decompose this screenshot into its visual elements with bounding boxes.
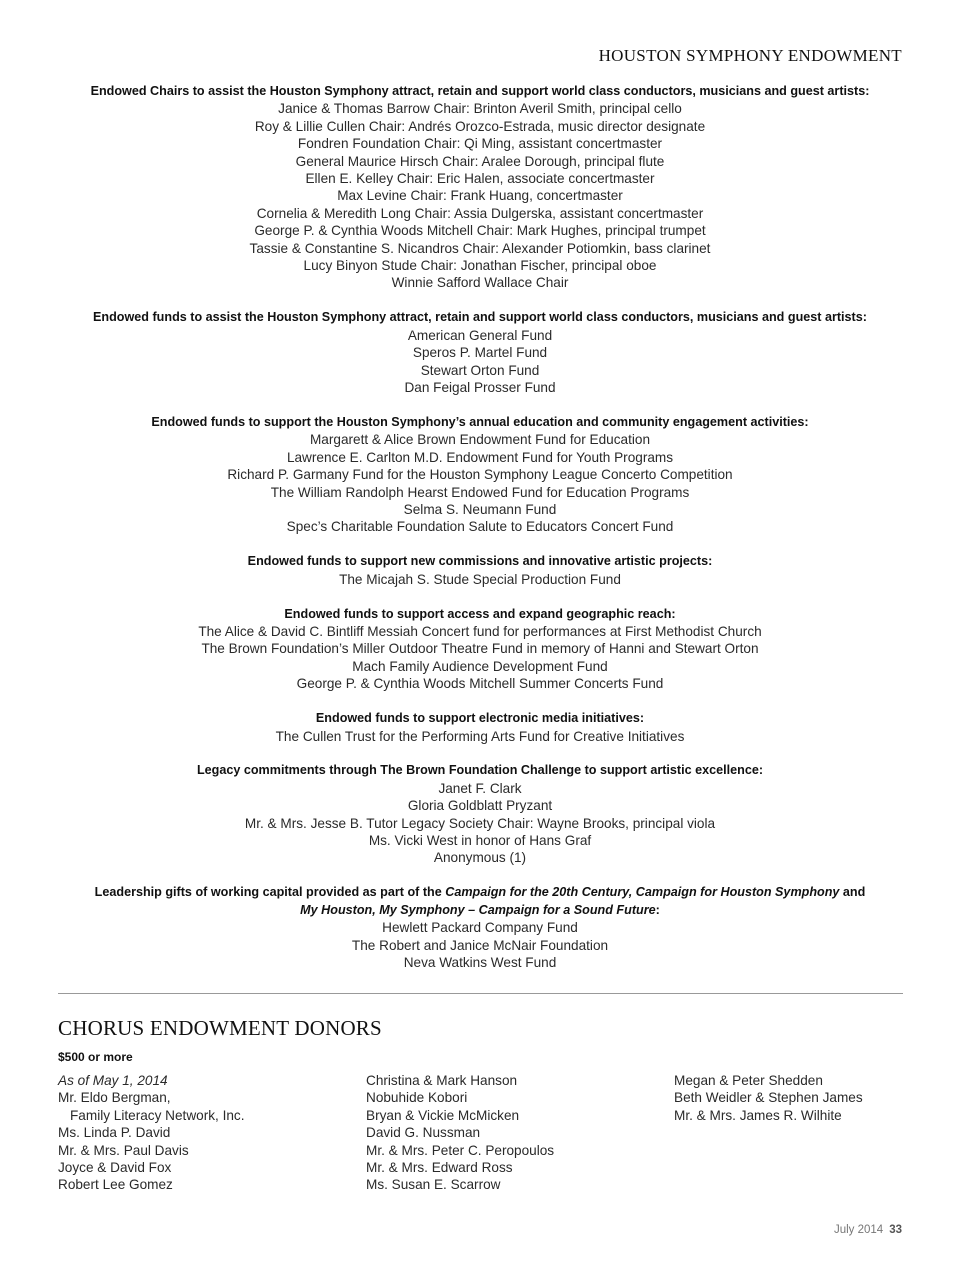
list-item: Mach Family Audience Development Fund bbox=[352, 658, 608, 674]
endowment-list bbox=[0, 83, 960, 989]
list-item: Lawrence E. Carlton M.D. Endowment Fund for Youth Programs bbox=[286, 449, 674, 465]
list-item: Janet F. Clark bbox=[438, 780, 522, 796]
section-heading: Endowed funds to support access and expand geographic reach: bbox=[284, 606, 676, 621]
list-item: Cornelia & Meredith Long Chair: Assia Dulgerska, assistant concertmaster bbox=[256, 205, 704, 221]
campaign-name-sound-future: My Houston, My Symphony – Campaign for a Sound Future bbox=[300, 902, 656, 917]
donor-level: $500 or more bbox=[58, 1050, 133, 1064]
heading-and: and bbox=[839, 885, 866, 900]
list-item: Margarett & Alice Brown Endowment Fund for Education bbox=[309, 432, 651, 448]
donor-name: Ms. Susan E. Scarrow bbox=[366, 1177, 501, 1193]
list-item: The Robert and Janice McNair Foundation bbox=[351, 937, 609, 953]
issue-date: July 2014 bbox=[833, 1224, 884, 1236]
list-item: The Alice & David C. Bintliff Messiah Concert fund for performances at First Methodist Church bbox=[198, 623, 762, 639]
list-item: Ms. Vicki West in honor of Hans Graf bbox=[368, 833, 592, 849]
list-item: Janice & Thomas Barrow Chair: Brinton Averil Smith, principal cello bbox=[278, 101, 682, 117]
donor-name: Mr. & Mrs. James R. Wilhite bbox=[674, 1107, 842, 1123]
as-of-date: As of May 1, 2014 bbox=[58, 1073, 168, 1088]
list-item: Spec’s Charitable Foundation Salute to Educators Concert Fund bbox=[286, 519, 674, 535]
section-media-funds bbox=[0, 710, 960, 745]
donor-name: Family Literacy Network, Inc. bbox=[70, 1107, 245, 1123]
list-item: Gloria Goldblatt Pryzant bbox=[407, 798, 553, 814]
list-item: Stewart Orton Fund bbox=[420, 362, 540, 378]
list-item: The Micajah S. Stude Special Production Fund bbox=[339, 571, 621, 587]
donor-name: Mr. & Mrs. Peter C. Peropoulos bbox=[366, 1142, 555, 1158]
donor-name: Beth Weidler & Stephen James bbox=[674, 1090, 863, 1106]
list-item: Roy & Lillie Cullen Chair: Andrés Orozco-Estrada, music director designate bbox=[254, 118, 706, 134]
heading-intro: Leadership gifts of working capital provided as part of the bbox=[94, 885, 446, 900]
section-divider bbox=[58, 993, 903, 994]
donor-column-2 bbox=[366, 1072, 554, 1194]
list-item: Ellen E. Kelley Chair: Eric Halen, associate concertmaster bbox=[305, 171, 655, 187]
section-commissions-funds bbox=[0, 553, 960, 588]
page-number: 33 bbox=[889, 1224, 902, 1236]
heading-colon: : bbox=[655, 902, 660, 917]
list-item: Speros P. Martel Fund bbox=[412, 345, 548, 361]
donor-name: Nobuhide Kobori bbox=[366, 1090, 468, 1106]
list-item: American General Fund bbox=[407, 327, 553, 343]
section-endowed-funds-artists bbox=[0, 309, 960, 396]
donor-name: Joyce & David Fox bbox=[58, 1160, 172, 1176]
list-item: Richard P. Garmany Fund for the Houston Symphony League Concerto Competition bbox=[227, 467, 733, 483]
list-item: Hewlett Packard Company Fund bbox=[382, 920, 578, 936]
donor-name: Megan & Peter Shedden bbox=[674, 1073, 823, 1088]
section-heading: Legacy commitments through The Brown Foundation Challenge to support artistic excellence: bbox=[196, 763, 764, 778]
campaign-names: Campaign for the 20th Century, Campaign for Houston Symphony bbox=[445, 885, 840, 900]
donor-name: David G. Nussman bbox=[366, 1125, 481, 1141]
section-heading: Endowed funds to assist the Houston Symphony attract, retain and support world class conductors, musicians and guest artists: bbox=[93, 310, 867, 325]
donor-name: Ms. Linda P. David bbox=[58, 1125, 171, 1141]
list-item: The William Randolph Hearst Endowed Fund for Education Programs bbox=[270, 484, 690, 500]
list-item: Neva Watkins West Fund bbox=[403, 954, 557, 970]
donor-name: Bryan & Vickie McMicken bbox=[366, 1107, 520, 1123]
list-item: Fondren Foundation Chair: Qi Ming, assistant concertmaster bbox=[297, 136, 663, 152]
section-legacy-commitments bbox=[0, 762, 960, 866]
section-heading-line2 bbox=[0, 902, 960, 919]
list-item: The Brown Foundation’s Miller Outdoor Theatre Fund in memory of Hanni and Stewart Orton bbox=[201, 641, 759, 657]
section-heading bbox=[0, 884, 960, 901]
donor-name: Mr. & Mrs. Paul Davis bbox=[58, 1142, 189, 1158]
section-heading: Endowed funds to support electronic media initiatives: bbox=[315, 711, 645, 726]
list-item: George P. & Cynthia Woods Mitchell Summer Concerts Fund bbox=[296, 676, 664, 692]
list-item: Tassie & Constantine S. Nicandros Chair: Alexander Potiomkin, bass clarinet bbox=[249, 240, 711, 256]
section-access-funds bbox=[0, 606, 960, 693]
section-heading: Endowed funds to support the Houston Symphony’s annual education and community engagement activities: bbox=[151, 414, 809, 429]
section-heading: Endowed Chairs to assist the Houston Symphony attract, retain and support world class conductors, musicians and guest artists: bbox=[90, 84, 870, 98]
list-item: Dan Feigal Prosser Fund bbox=[404, 380, 556, 395]
section-endowed-chairs bbox=[0, 83, 960, 292]
donor-name: Mr. Eldo Bergman, bbox=[58, 1090, 171, 1106]
list-item: Mr. & Mrs. Jesse B. Tutor Legacy Society Chair: Wayne Brooks, principal viola bbox=[244, 815, 716, 831]
list-item: General Maurice Hirsch Chair: Aralee Dorough, principal flute bbox=[295, 153, 665, 169]
page-footer bbox=[834, 1224, 902, 1236]
chorus-section-title: CHORUS ENDOWMENT DONORS bbox=[58, 1016, 382, 1040]
list-item: Winnie Safford Wallace Chair bbox=[391, 275, 569, 291]
donor-column-1 bbox=[58, 1072, 245, 1194]
donor-column-3 bbox=[674, 1072, 863, 1124]
section-leadership-gifts bbox=[0, 884, 960, 971]
list-item: George P. & Cynthia Woods Mitchell Chair: Mark Hughes, principal trumpet bbox=[254, 223, 706, 239]
list-item: Selma S. Neumann Fund bbox=[403, 501, 557, 517]
donor-name: Christina & Mark Hanson bbox=[366, 1073, 518, 1088]
donor-name: Mr. & Mrs. Edward Ross bbox=[366, 1160, 513, 1176]
page-header-title: HOUSTON SYMPHONY ENDOWMENT bbox=[598, 46, 902, 65]
donor-name: Robert Lee Gomez bbox=[58, 1177, 173, 1193]
list-item: Lucy Binyon Stude Chair: Jonathan Fischer, principal oboe bbox=[303, 258, 657, 274]
section-education-funds bbox=[0, 414, 960, 536]
list-item: The Cullen Trust for the Performing Arts Fund for Creative Initiatives bbox=[275, 728, 685, 744]
list-item: Max Levine Chair: Frank Huang, concertmaster bbox=[337, 188, 623, 204]
list-item: Anonymous (1) bbox=[433, 850, 527, 866]
section-heading: Endowed funds to support new commissions and innovative artistic projects: bbox=[247, 554, 713, 569]
